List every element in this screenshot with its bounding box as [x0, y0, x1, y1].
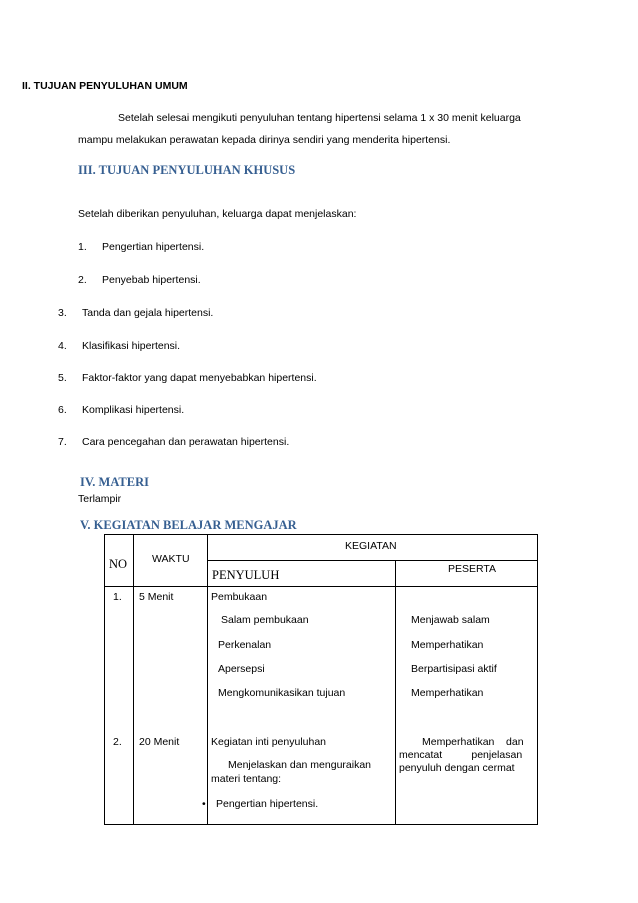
- header-waktu-cell: [134, 535, 208, 587]
- list-item-number: 7.: [58, 436, 67, 448]
- section-2-line-1: Setelah selesai mengikuti penyuluhan tentang hipertensi selama 1 x 30 menit keluarga: [118, 112, 521, 124]
- list-item-text: Faktor-faktor yang dapat menyebabkan hipertensi.: [82, 372, 317, 384]
- table-row-no-cell: [105, 587, 134, 825]
- table-row-waktu-cell: [134, 587, 208, 825]
- list-item-number: 5.: [58, 372, 67, 384]
- header-no: NO: [109, 557, 128, 571]
- row-2-penyuluh-title: Kegiatan inti penyuluhan: [211, 736, 327, 748]
- row-2-penyuluh-line-1: Menjelaskan dan menguraikan: [228, 759, 372, 771]
- list-item-text: Cara pencegahan dan perawatan hipertensi.: [82, 436, 290, 448]
- section-5-heading: V. KEGIATAN BELAJAR MENGAJAR: [80, 518, 297, 532]
- activity-table: [104, 534, 538, 825]
- list-item-number: 1.: [78, 241, 87, 253]
- row-1-peserta-item: Memperhatikan: [411, 639, 484, 651]
- row-2-penyuluh-line-2: materi tentang:: [211, 773, 282, 785]
- row-1-penyuluh-item: Apersepsi: [218, 663, 265, 675]
- table-row-peserta-cell: [396, 587, 538, 825]
- row-1-no: 1.: [113, 591, 122, 603]
- row-2-peserta-line-2: mencatat penjelasan: [399, 749, 523, 761]
- row-2-waktu: 20 Menit: [139, 736, 180, 748]
- row-1-peserta-item: Menjawab salam: [411, 614, 490, 626]
- section-3-heading: III. TUJUAN PENYULUHAN KHUSUS: [78, 163, 296, 177]
- row-2-peserta-line-1: Memperhatikan dan: [422, 736, 524, 748]
- row-2-peserta-line-3: penyuluh dengan cermat: [399, 762, 515, 774]
- row-1-peserta-item: Berpartisipasi aktif: [411, 663, 497, 675]
- list-item-number: 4.: [58, 340, 67, 352]
- header-kegiatan-cell: [208, 535, 538, 561]
- header-peserta: PESERTA: [448, 563, 497, 575]
- list-item-number: 3.: [58, 307, 67, 319]
- section-4-heading: IV. MATERI: [80, 475, 149, 489]
- list-item-text: Pengertian hipertensi.: [102, 241, 205, 253]
- header-kegiatan: KEGIATAN: [345, 540, 397, 552]
- row-1-penyuluh-item: Salam pembukaan: [221, 614, 309, 626]
- list-item-number: 2.: [78, 274, 87, 286]
- row-1-penyuluh-title: Pembukaan: [211, 591, 268, 603]
- header-peserta-cell: [396, 561, 538, 587]
- bullet-icon: •: [202, 798, 206, 810]
- section-3-intro: Setelah diberikan penyuluhan, keluarga dapat menjelaskan:: [78, 208, 357, 220]
- row-1-penyuluh-item: Mengkomunikasikan tujuan: [218, 687, 346, 699]
- section-2-heading: II. TUJUAN PENYULUHAN UMUM: [22, 80, 188, 92]
- list-item-text: Penyebab hipertensi.: [102, 274, 201, 286]
- header-waktu: WAKTU: [152, 553, 190, 565]
- row-2-no: 2.: [113, 736, 122, 748]
- list-item-number: 6.: [58, 404, 67, 416]
- header-penyuluh: PENYULUH: [212, 568, 280, 582]
- table-row-penyuluh-cell: [202, 587, 396, 825]
- row-1-penyuluh-item: Perkenalan: [218, 639, 272, 651]
- row-2-penyuluh-item: Pengertian hipertensi.: [216, 798, 319, 810]
- section-4-text: Terlampir: [78, 493, 122, 505]
- header-penyuluh-cell: [208, 561, 396, 587]
- list-item-text: Klasifikasi hipertensi.: [82, 340, 181, 352]
- row-1-waktu: 5 Menit: [139, 591, 174, 603]
- section-2-line-2: mampu melakukan perawatan kepada dirinya sendiri yang menderita hipertensi.: [78, 134, 451, 146]
- list-item-text: Tanda dan gejala hipertensi.: [82, 307, 214, 319]
- list-item-text: Komplikasi hipertensi.: [82, 404, 185, 416]
- row-1-peserta-item: Memperhatikan: [411, 687, 484, 699]
- header-no-cell: [105, 535, 134, 587]
